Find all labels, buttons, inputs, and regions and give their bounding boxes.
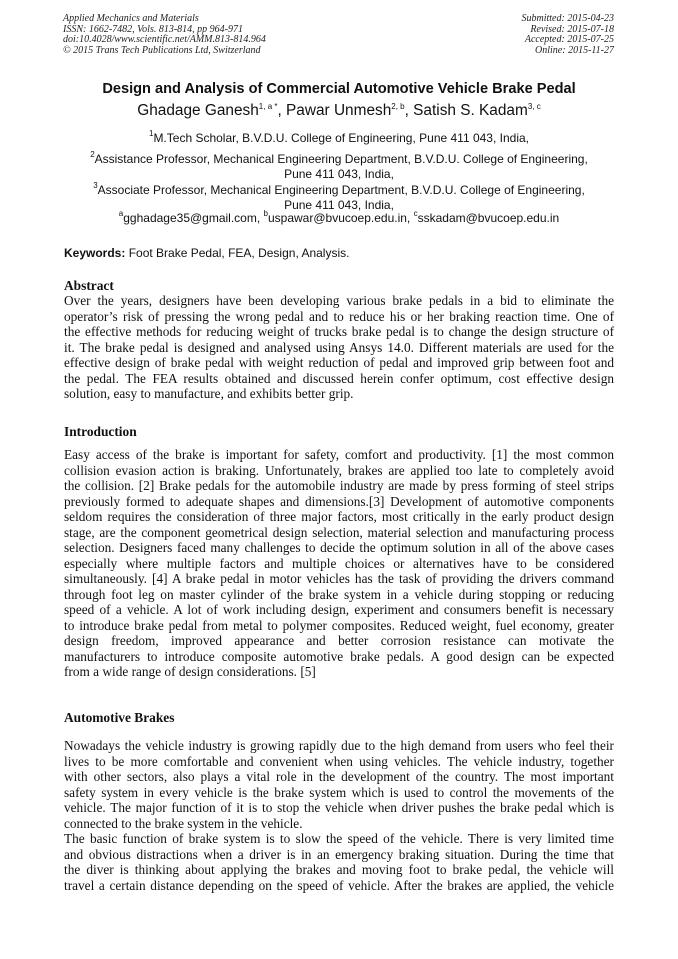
- text-line: through foot leg on master cylinder of the brake system in a vehicle during stopping or reducing: [64, 586, 614, 602]
- text-line: travel a certain distance depending on the speed of vehicle. After the brakes are applied, the vehicle: [64, 877, 614, 893]
- keywords-label: Keywords:: [64, 246, 126, 260]
- text-line: lives to be more comfortable and convenient when using vehicles. The vehicle industry, together: [64, 753, 614, 769]
- affiliation-text: M.Tech Scholar, B.V.D.U. College of Engineering, Pune 411 043, India,: [153, 131, 530, 145]
- author-superscript: 2, b: [391, 102, 405, 111]
- doi-line: doi:10.4028/www.scientific.net/AMM.813-814.964: [63, 34, 266, 46]
- abstract-body: [64, 293, 614, 402]
- text-line: effective design of brake pedal with weight reduction of pedal and improved grip between foot and: [64, 355, 614, 370]
- text-line: manufacturers to introduce composite automotive brake pedals. A good design can be expected: [64, 648, 614, 664]
- journal-info: [63, 14, 266, 56]
- submitted-date: Submitted: 2015-04-23: [521, 13, 614, 24]
- affiliation-1: [70, 131, 608, 146]
- accepted-date: Accepted: 2015-07-25: [524, 34, 614, 46]
- affiliation-text: Assistance Professor, Mechanical Engineering Department, B.V.D.U. College of Engineering,: [94, 152, 588, 166]
- text-line: collision evasion action is braking. Unfortunately, brakes are applied too late to completely avoid: [64, 462, 614, 478]
- text-line: speed of a vehicle. A lot of work including design, experiment and consumers benefit is necessary: [64, 602, 614, 617]
- submission-dates: [522, 14, 615, 56]
- automotive-brakes-paragraph-1: [64, 738, 614, 831]
- introduction-heading: Introduction: [64, 424, 137, 439]
- text-line: the collision. [2] Brake pedals for the automobile industry are made by press forming of steel strips: [64, 478, 614, 493]
- text-line: especially where multiple factors and multiple choices or alternatives have to be considered: [64, 555, 614, 571]
- text-line: The basic function of brake system is to slow the speed of the vehicle. There is very limited time: [64, 831, 614, 846]
- text-line: to introduce brake pedal from metal to polymer composites. Reduced weight, fuel economy, greater: [64, 617, 614, 633]
- affiliation-marker: 1: [148, 129, 154, 138]
- text-line: design freedom, improved appearance and better corrosion resistance can motivate the: [64, 633, 614, 648]
- text-line: simultaneously. [4] A brake pedal in motor vehicles has the task of providing the drivers command: [64, 571, 614, 586]
- text-line: with other sectors, also plays a vital role in the development of the country. The most important: [64, 769, 614, 784]
- journal-name: Applied Mechanics and Materials: [63, 13, 199, 24]
- affiliation-3: [70, 183, 608, 213]
- revised-date: Revised: 2015-07-18: [530, 23, 614, 35]
- email-link[interactable]: uspawar@bvucoep.edu.in,: [267, 211, 414, 225]
- email-marker: c: [413, 209, 418, 218]
- copyright-line: © 2015 Trans Tech Publications Ltd, Switzerland: [63, 44, 261, 56]
- introduction-body: [64, 447, 614, 680]
- affiliation-marker: 2: [90, 150, 95, 159]
- online-date: Online: 2015-11-27: [535, 44, 614, 56]
- author-emails: [70, 211, 608, 226]
- email-marker: b: [263, 209, 268, 218]
- text-line: safety system in every vehicle is the brake system which is used to control the movements of the: [64, 784, 614, 800]
- text-line: Easy access of the brake is important for safety, comfort and productivity. [1] the most common: [64, 447, 614, 462]
- author-superscript: 1, a *: [258, 102, 278, 111]
- email-marker: a: [118, 209, 124, 218]
- affiliation-text: Pune 411 043, India,: [284, 167, 394, 181]
- text-line: connected to the brake system in the vehicle.: [64, 815, 303, 831]
- email-link[interactable]: sskadam@bvucoep.edu.in: [417, 211, 560, 225]
- author-name: Pawar Unmesh: [286, 102, 392, 119]
- affiliation-text: Pune 411 043, India,: [284, 198, 394, 212]
- author-separator: ,: [404, 102, 414, 119]
- paper-title: Design and Analysis of Commercial Automotive Vehicle Brake Pedal: [102, 81, 576, 97]
- text-line: seldom requires the consideration of three major factors, most critically in the early product design: [64, 509, 614, 524]
- author-name: Ghadage Ganesh: [137, 102, 259, 119]
- text-line: previously formed to adequate shapes and dimensions.[3] Development of automotive components: [64, 493, 614, 509]
- automotive-brakes-heading: Automotive Brakes: [64, 710, 175, 725]
- text-line: solution, easy to manufacture, and exhibits better grip.: [64, 386, 354, 401]
- affiliation-text: Associate Professor, Mechanical Engineering Department, B.V.D.U. College of Engineering,: [97, 183, 585, 197]
- text-line: the effective methods for reducing weight of trucks brake pedal is to change the design structure of: [64, 324, 614, 339]
- text-line: operator’s risk of pressing the wrong pedal and to reduce his or her braking reaction time. One of: [64, 308, 614, 324]
- author-list: [0, 102, 678, 120]
- text-line: it. The brake pedal is designed and analysed using Ansys 14.0. Different materials are used for the: [64, 339, 614, 355]
- text-line: the pedal. The FEA results obtained and discussed herein confer optimum, cost effective design: [64, 370, 614, 386]
- text-line: selection. Designers faced many challenges to decide the optimum solution in all of the above cases: [64, 540, 614, 555]
- text-line: Nowadays the vehicle industry is growing rapidly due to the high demand from users who feel their: [64, 738, 614, 753]
- text-line: vehicle. The major function of it is to stop the vehicle when driver pushes the brake pedal which is: [64, 800, 614, 815]
- author-separator: ,: [277, 102, 287, 119]
- automotive-brakes-paragraph-2: [64, 831, 614, 893]
- text-line: Over the years, designers have been developing various brake pedals in a bid to eliminate the: [64, 293, 614, 308]
- affiliation-marker: 3: [93, 181, 98, 190]
- text-line: the diver is thinking about applying the brakes and moving foot to brake pedal, the vehicle will: [64, 862, 614, 877]
- author-superscript: 3, c: [527, 102, 541, 111]
- text-line: stage, are the component geometrical design selection, material selection and manufacturing process: [64, 524, 614, 540]
- abstract-heading: Abstract: [64, 278, 114, 293]
- keywords: [64, 246, 349, 260]
- issn-line: ISSN: 1662-7482, Vols. 813-814, pp 964-971: [63, 23, 243, 35]
- email-link[interactable]: gghadage35@gmail.com,: [123, 211, 264, 225]
- text-line: and obvious distractions when a driver is in an emergency braking situation. During the time that: [64, 846, 614, 862]
- affiliation-2: [70, 152, 608, 182]
- author-name: Satish S. Kadam: [413, 102, 528, 119]
- keywords-text: Foot Brake Pedal, FEA, Design, Analysis.: [125, 246, 350, 260]
- text-line: from a wide range of design considerations. [5]: [64, 664, 316, 679]
